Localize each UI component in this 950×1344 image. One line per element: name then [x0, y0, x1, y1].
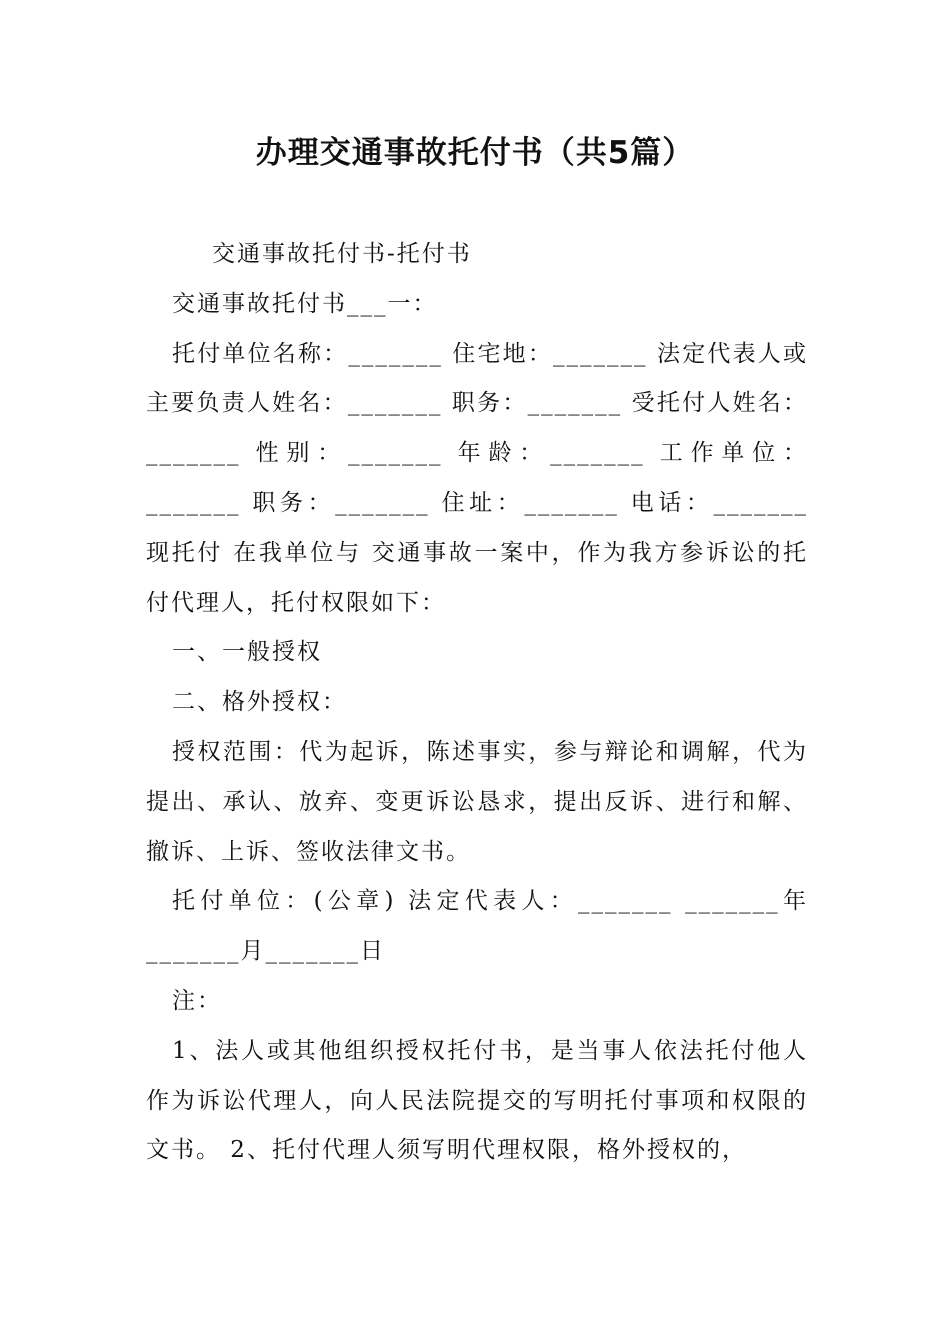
paragraph: 一、一般授权 [172, 639, 322, 666]
paragraph: 托付单位名称：_______ 住宅地：_______ 法定代表人或主要负责人姓名：_______ 职务：_______ 受托付人姓名：_______ 性别：_______ 年龄：_______ 工作单位：_______ 职务：_______ 住址：_______ 电话：_______ 现托付 在我单位与 交通事故一案中，作为我方参诉讼的托付代理人，托付权限如下： [146, 340, 808, 616]
document-body [146, 230, 808, 1176]
paragraph: 二、格外授权： [172, 689, 347, 716]
paragraph: 交通事故托付书___一： [172, 290, 438, 317]
paragraph: 授权范围：代为起诉，陈述事实，参与辩论和调解，代为提出、承认、放弃、变更诉讼恳求，提出反诉、进行和解、撤诉、上诉、签收法律文书。 [146, 738, 808, 865]
paragraph: 托付单位：(公章) 法定代表人：_______ _______年_______月_______日 [146, 888, 808, 965]
paragraph: 交通事故托付书-托付书 [212, 241, 472, 267]
document-title: 办理交通事故托付书（共5篇） [255, 135, 695, 171]
paragraph: 1、法人或其他组织授权托付书，是当事人依法托付他人作为诉讼代理人，向人民法院提交的写明托付事项和权限的文书。 2、托付代理人须写明代理权限，格外授权的， [146, 1037, 808, 1164]
paragraph: 注： [172, 987, 222, 1014]
